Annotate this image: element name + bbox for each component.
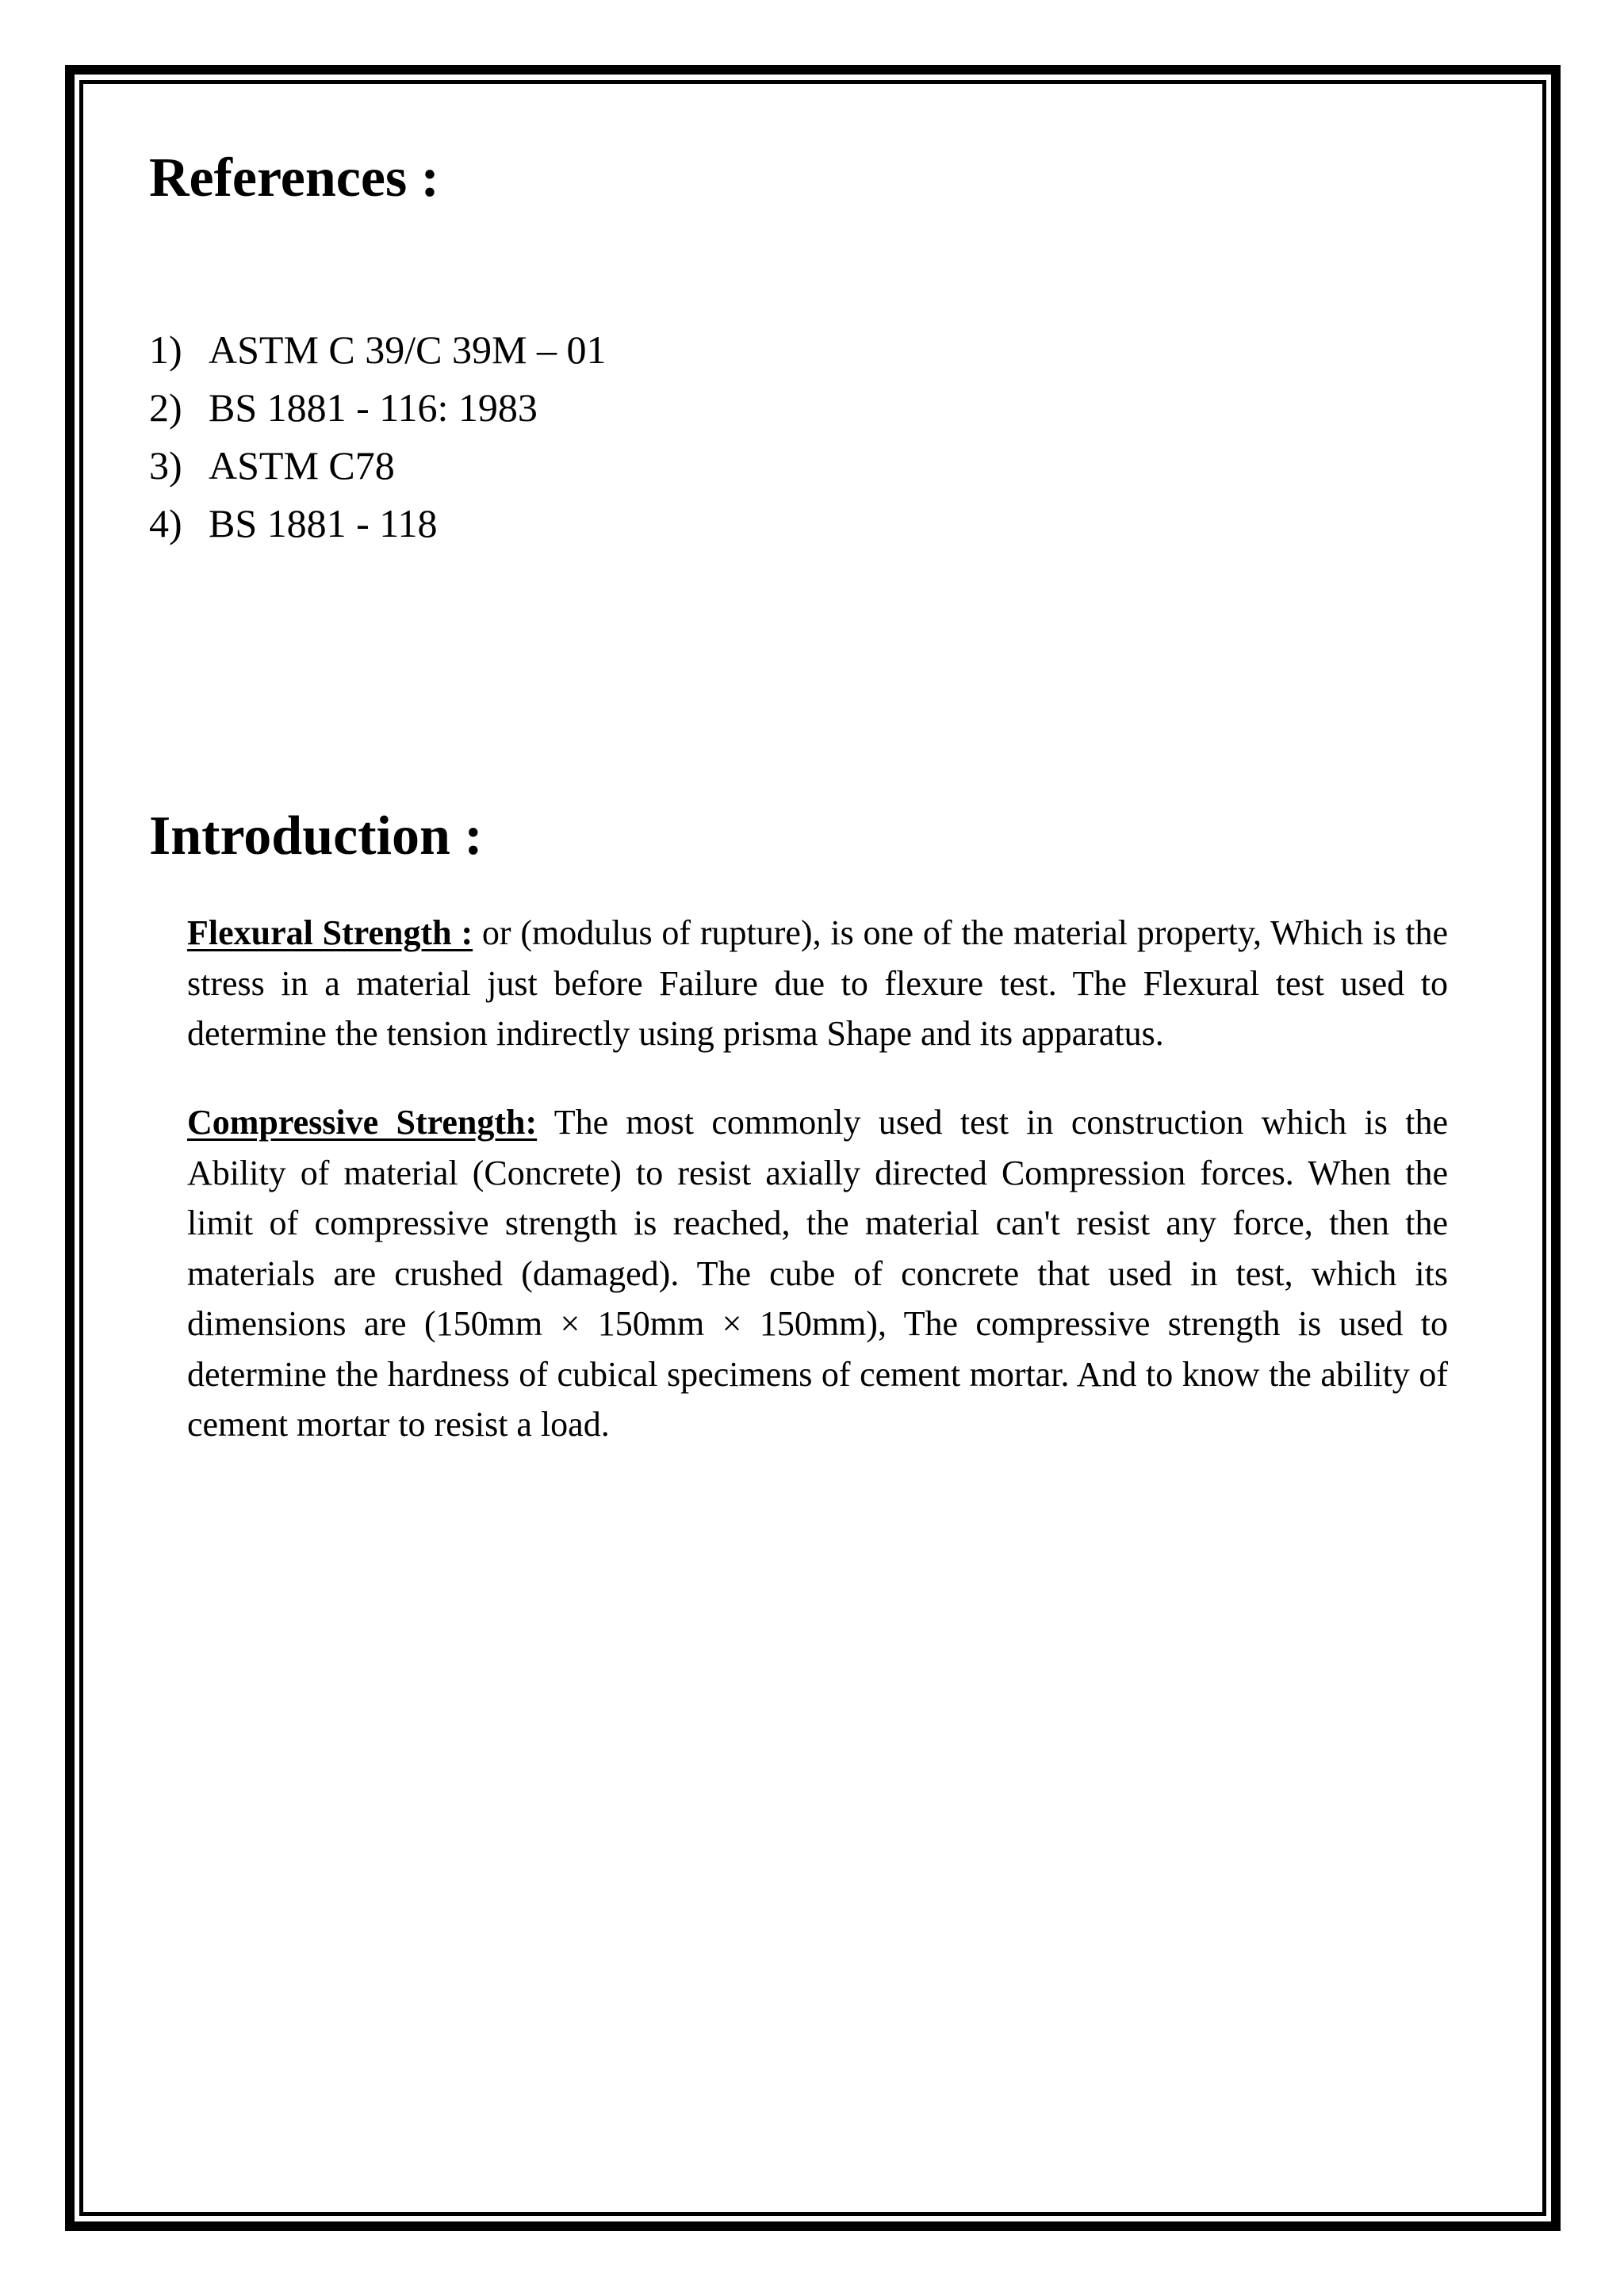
introduction-heading: Introduction : <box>149 806 483 867</box>
reference-text: ASTM C 39/C 39M – 01 <box>209 327 607 372</box>
flexural-strength-paragraph <box>187 908 1448 1059</box>
compressive-strength-paragraph <box>187 1097 1448 1450</box>
reference-item <box>149 321 606 379</box>
reference-item <box>149 495 606 553</box>
flexural-strength-label: Flexural Strength : <box>187 913 473 952</box>
reference-text: ASTM C78 <box>209 443 395 488</box>
reference-number: 2) <box>149 385 182 430</box>
reference-text: BS 1881 - 116: 1983 <box>209 385 538 430</box>
references-list <box>149 321 606 553</box>
reference-text: BS 1881 - 118 <box>209 501 438 545</box>
compressive-strength-text: The most commonly used test in construction which is the Ability of material (Concrete) to resist axially directed Compression forces. When the limit of compressive strength is reached, the material can't resist any force, then the materials are crushed (damaged). The cube of concrete that used in test, which its dimensions are (150mm × 150mm × 150mm), The compressive strength is used to determine the hardness of cubical specimens of cement mortar. And to know the ability of cement mortar to resist a load. <box>187 1103 1448 1444</box>
reference-item <box>149 437 606 495</box>
reference-number: 4) <box>149 501 182 545</box>
reference-item <box>149 379 606 437</box>
reference-number: 3) <box>149 443 182 488</box>
references-heading: References : <box>149 147 439 209</box>
reference-number: 1) <box>149 327 182 372</box>
compressive-strength-label: Compressive Strength: <box>187 1103 538 1142</box>
flexural-strength-text: or (modulus of rupture), is one of the material property, Which is the stress in a material just before Failure due to flexure test. The Flexural test used to determine the tension indirectly using prisma Shape and its apparatus. <box>187 913 1449 1053</box>
